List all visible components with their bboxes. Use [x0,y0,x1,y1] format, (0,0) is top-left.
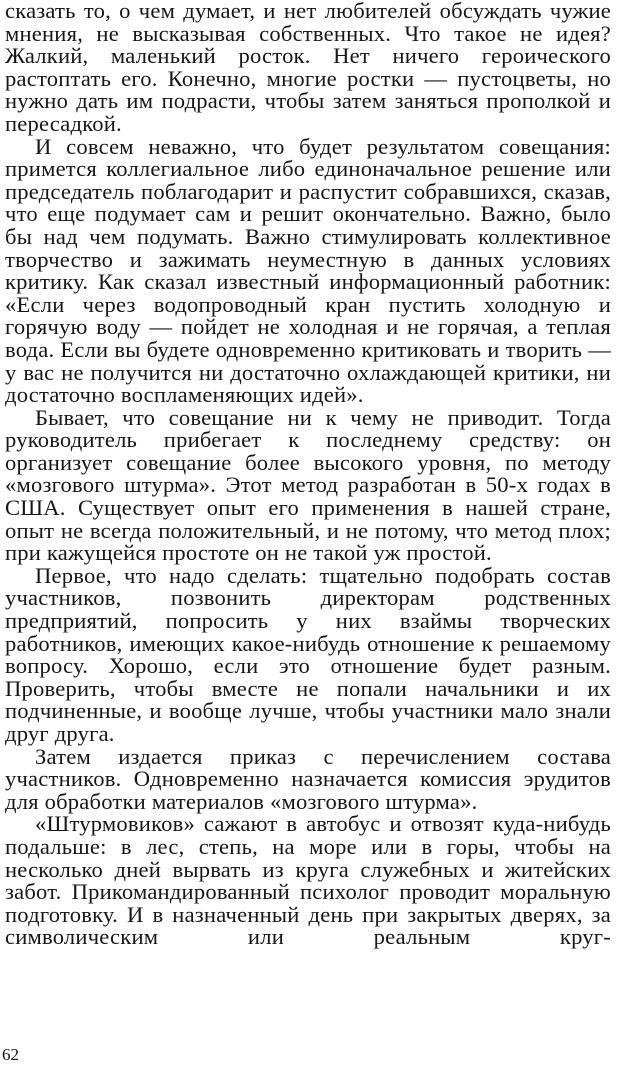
paragraph-select-participants: Первое, что надо сделать: тщательно подобрать состав участников, позвонить директорам родственных предприятий, попросить у них взаймы творческих работников, имеющих какое-нибудь отношение к решаемому вопросу. Хорошо, если это отношение будет разным. Проверить, чтобы вместе не попали начальники и их подчиненные, и вообще лучше, чтобы участники мало знали друг друга. [5,562,611,746]
text-body [5,0,611,949]
paragraph-meeting-result: И совсем неважно, что будет результатом совещания: примется коллегиальное либо единоначальное решение или председатель поблагодарит и распустит собравшихся, сказав, что еще подумает сам и решит окончательно. Важно, было бы над чем подумать. Важно стимулировать коллективное творчество и зажимать неуместную в данных условиях критику. Как сказал известный информационный работник: «Если через водопроводный кран пустить холодную и горячую воду — пойдет не холодная и не горячая, а теплая вода. Если вы будете одновременно критиковать и творить — у вас не получится ни достаточно охлаждающей критики, ни достаточно воспламеняющих идей». [5,133,611,408]
paragraph-order-issued: Затем издается приказ с перечислением состава участников. Одновременно назначается комиссия эрудитов для обработки материалов «мозгового штурма». [5,743,611,814]
paragraph-continuation: сказать то, о чем думает, и нет любителей обсуждать чужие мнения, не высказывая собственных. Что такое не идея? Жалкий, маленький росток. Нет ничего героического растоптать его. Конечно, многие ростки — пустоцветы, но нужно дать им подрасти, чтобы затем заняться прополкой и пересадкой. [5,0,611,136]
page-number: 62 [2,1045,19,1064]
paragraph-stormtroopers: «Штурмовиков» сажают в автобус и отвозят куда-нибудь подальше: в лес, степь, на море или в горы, чтобы на несколько дней вырвать из круга служебных и житейских забот. Прикомандированный психолог проводит моральную подготовку. И в назначенный день при закрытых дверях, за символическим или реальным круг- [5,811,611,950]
paragraph-brainstorm-method: Бывает, что совещание ни к чему не приводит. Тогда руководитель прибегает к последнему средству: он организует совещание более высокого уровня, по методу «мозгового штурма». Этот метод разработан в 50-х годах в США. Существует опыт его применения в нашей стране, опыт не всегда положительный, и не потому, что метод плох; при кажущейся простоте он не такой уж простой. [5,404,611,566]
